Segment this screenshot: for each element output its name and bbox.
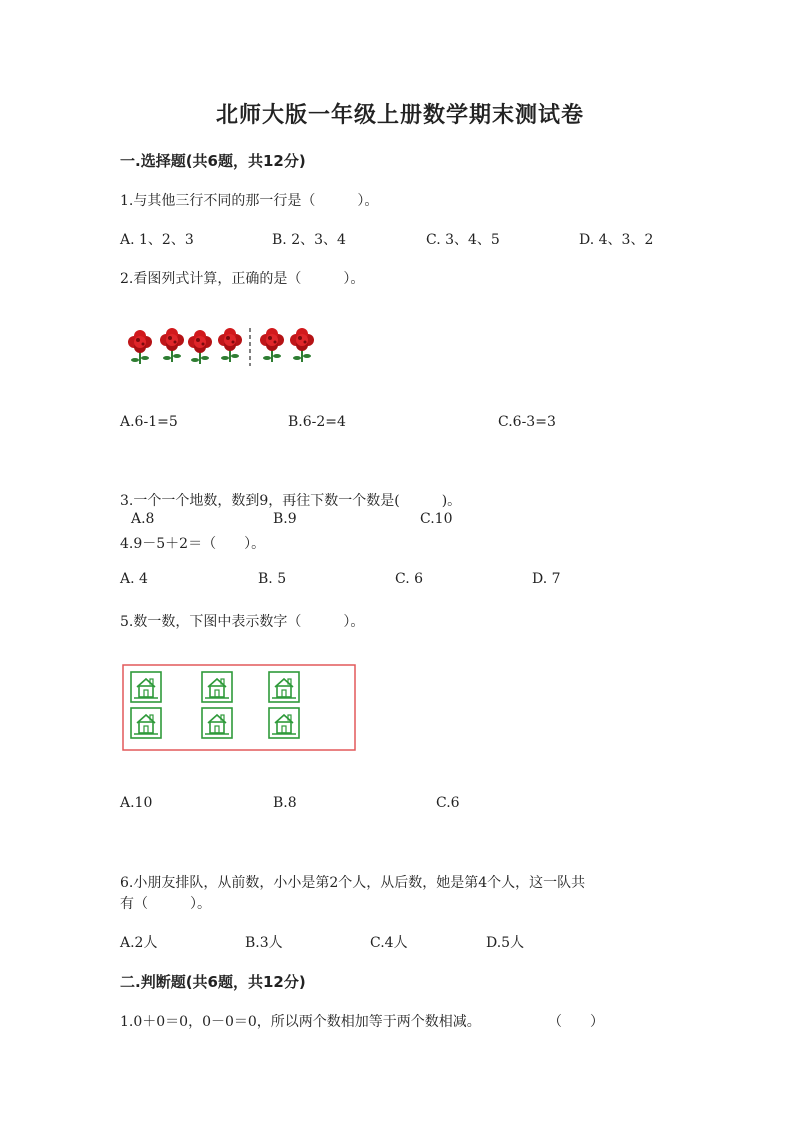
flower-icon <box>290 328 314 362</box>
question-6-option-d[interactable]: D.5人 <box>486 935 525 951</box>
judgement-1-stem: 1.0＋0＝0，0－0＝0，所以两个数相加等于两个数相减。 <box>120 1014 481 1030</box>
page-title: 北师大版一年级上册数学期末测试卷 <box>215 102 584 128</box>
flowers-illustration <box>120 320 330 372</box>
question-1-option-b[interactable]: B. 2、3、4 <box>272 232 346 248</box>
question-3-stem: 3.一个一个地数，数到9，再往下数一个数是( )。 <box>120 493 462 509</box>
question-6-option-a[interactable]: A.2人 <box>120 935 158 951</box>
houses-illustration <box>122 664 356 752</box>
question-4-option-d[interactable]: D. 7 <box>532 571 561 587</box>
flower-icon <box>188 330 212 364</box>
question-4-option-b[interactable]: B. 5 <box>258 571 287 587</box>
flower-icon <box>218 328 242 362</box>
flower-icon <box>260 328 284 362</box>
question-3-option-b[interactable]: B.9 <box>273 511 297 527</box>
question-3-option-c[interactable]: C.10 <box>420 511 453 527</box>
question-1-option-d[interactable]: D. 4、3、2 <box>579 232 654 248</box>
question-2-option-c[interactable]: C.6-3=3 <box>498 414 556 430</box>
judgement-1-answer-bracket[interactable]: （ ） <box>548 1014 604 1030</box>
flower-icon <box>160 328 184 362</box>
question-4-stem: 4.9－5＋2＝（ ）。 <box>120 536 266 552</box>
houses-image <box>122 664 356 752</box>
question-1-option-c[interactable]: C. 3、4、5 <box>426 232 500 248</box>
question-6-option-c[interactable]: C.4人 <box>370 935 408 951</box>
question-5-stem: 5.数一数，下图中表示数字（ ）。 <box>120 614 365 630</box>
section-heading-choice: 一.选择题(共6题，共12分) <box>120 152 306 170</box>
question-4-option-c[interactable]: C. 6 <box>395 571 424 587</box>
section-heading-judgement: 二.判断题(共6题，共12分) <box>120 973 306 991</box>
question-5-option-b[interactable]: B.8 <box>273 795 297 811</box>
flower-icon <box>128 330 152 364</box>
question-2-option-b[interactable]: B.6-2=4 <box>288 414 346 430</box>
question-1-option-a[interactable]: A. 1、2、3 <box>120 232 194 248</box>
question-5-option-a[interactable]: A.10 <box>120 795 153 811</box>
flowers-image <box>120 320 330 372</box>
question-1-stem: 1.与其他三行不同的那一行是（ ）。 <box>120 193 379 209</box>
question-3-option-a[interactable]: A.8 <box>131 511 155 527</box>
question-5-option-c[interactable]: C.6 <box>436 795 460 811</box>
question-6-stem-line2: 有（ ）。 <box>120 896 211 912</box>
question-6-stem-line1: 6.小朋友排队，从前数，小小是第2个人，从后数，她是第4个人，这一队共 <box>120 875 586 891</box>
question-6-option-b[interactable]: B.3人 <box>245 935 283 951</box>
question-2-stem: 2.看图列式计算，正确的是（ ）。 <box>120 271 365 287</box>
question-2-option-a[interactable]: A.6-1=5 <box>120 414 178 430</box>
question-4-option-a[interactable]: A. 4 <box>120 571 148 587</box>
